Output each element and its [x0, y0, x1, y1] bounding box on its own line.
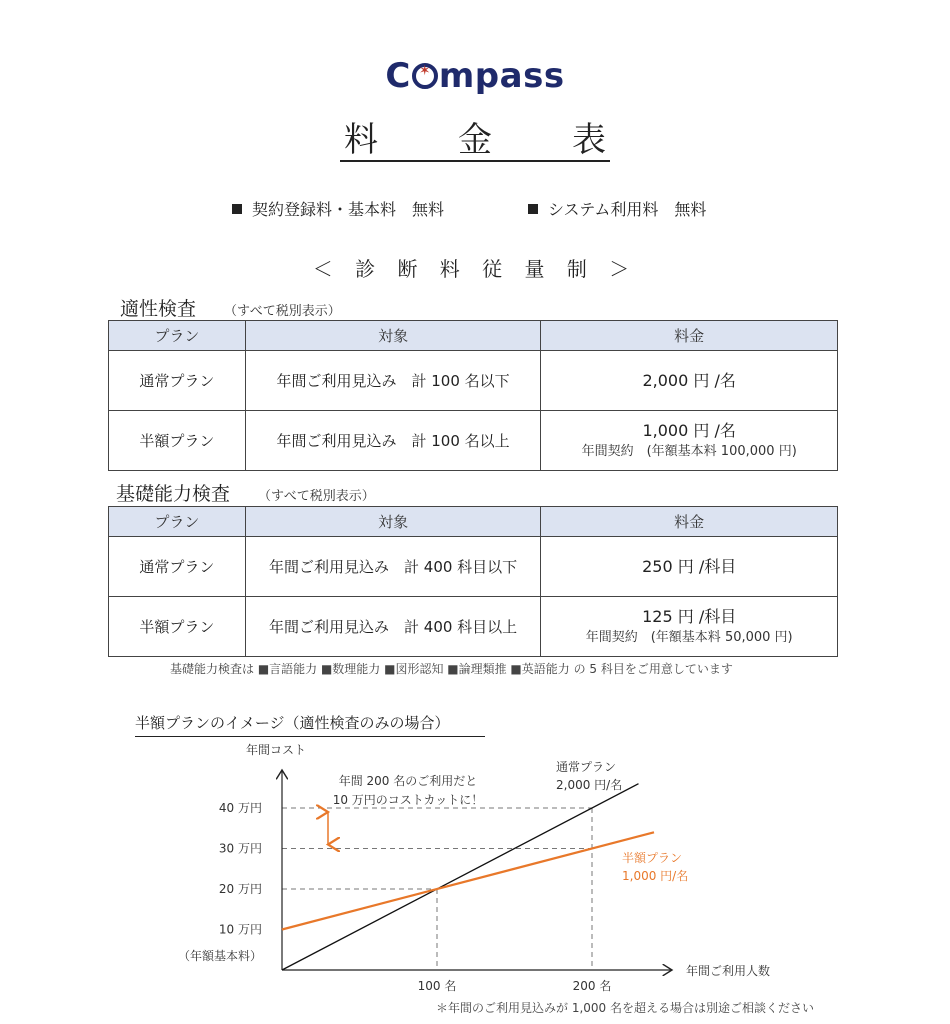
series-line-normal: [282, 784, 639, 970]
series-line-half: [282, 832, 654, 929]
y-tick-label: 30 万円: [218, 841, 262, 856]
series-rate-label: 1,000 円/名: [622, 869, 689, 883]
square-bullet-icon: [528, 204, 538, 214]
series-name-label: 通常プラン: [556, 760, 617, 774]
aptitude-section-title: 適性検査 （すべて税別表示）: [120, 298, 341, 320]
y-tick-label: 10 万円: [218, 922, 262, 937]
table-header-row: プラン 対象 料金: [109, 507, 838, 537]
y-axis-label: 年間コスト: [246, 743, 307, 757]
y-tick-label: 40 万円: [218, 801, 262, 815]
series-rate-label: 2,000 円/名: [556, 778, 623, 792]
table-row: 通常プラン 年間ご利用見込み 計 100 名以下 2,000 円 /名: [109, 351, 838, 411]
square-bullet-icon: [232, 204, 242, 214]
compass-logo: C✶ mpass: [0, 56, 950, 96]
annotation-line-1: 年間 200 名のご利用だと: [338, 774, 478, 788]
basic-price-table: [108, 506, 838, 657]
pricing-model-heading: ＜ 診 断 料 従 量 制 ＞: [312, 257, 638, 281]
feature-registration-fee: 契約登録料・基本料 無料: [232, 197, 444, 220]
table-row: 半額プラン 年間ご利用見込み 計 100 名以上 1,000 円 /名 年間契約 (年額基本料 100,000 円): [109, 411, 838, 471]
x-tick-label: 100 名: [417, 979, 457, 993]
x-axis-label: 年間ご利用人数: [686, 964, 771, 978]
annotation-line-2: 10 万円のコストカットに！: [332, 793, 484, 807]
table-row: 半額プラン 年間ご利用見込み 計 400 科目以上 125 円 /科目 年間契約 (年額基本料 50,000 円): [109, 597, 838, 657]
table-row: 通常プラン 年間ご利用見込み 計 400 科目以下 250 円 /科目: [109, 537, 838, 597]
series-name-label: 半額プラン: [622, 851, 683, 865]
y-tick-extra-label: （年額基本料）: [177, 949, 262, 963]
chart-title: 半額プランのイメージ（適性検査のみの場合）: [135, 712, 485, 737]
basic-section-title: 基礎能力検査 （すべて税別表示）: [116, 483, 375, 505]
footer-note: ＊年間のご利用見込みが 1,000 名を超える場合は別途ご相談ください: [436, 1001, 814, 1015]
aptitude-price-table: [108, 320, 838, 471]
y-tick-label: 20 万円: [218, 882, 262, 896]
feature-system-fee: システム利用料 無料: [528, 197, 706, 220]
table-header-row: プラン 対象 料金: [109, 321, 838, 351]
subjects-note: 基礎能力検査は ■言語能力 ■数理能力 ■図形認知 ■論理類推 ■英語能力 の 5 科目をご用意しています: [170, 662, 733, 676]
x-tick-label: 200 名: [572, 979, 612, 993]
cost-chart: [0, 735, 950, 1005]
page-title: 料 金 表: [340, 112, 610, 162]
